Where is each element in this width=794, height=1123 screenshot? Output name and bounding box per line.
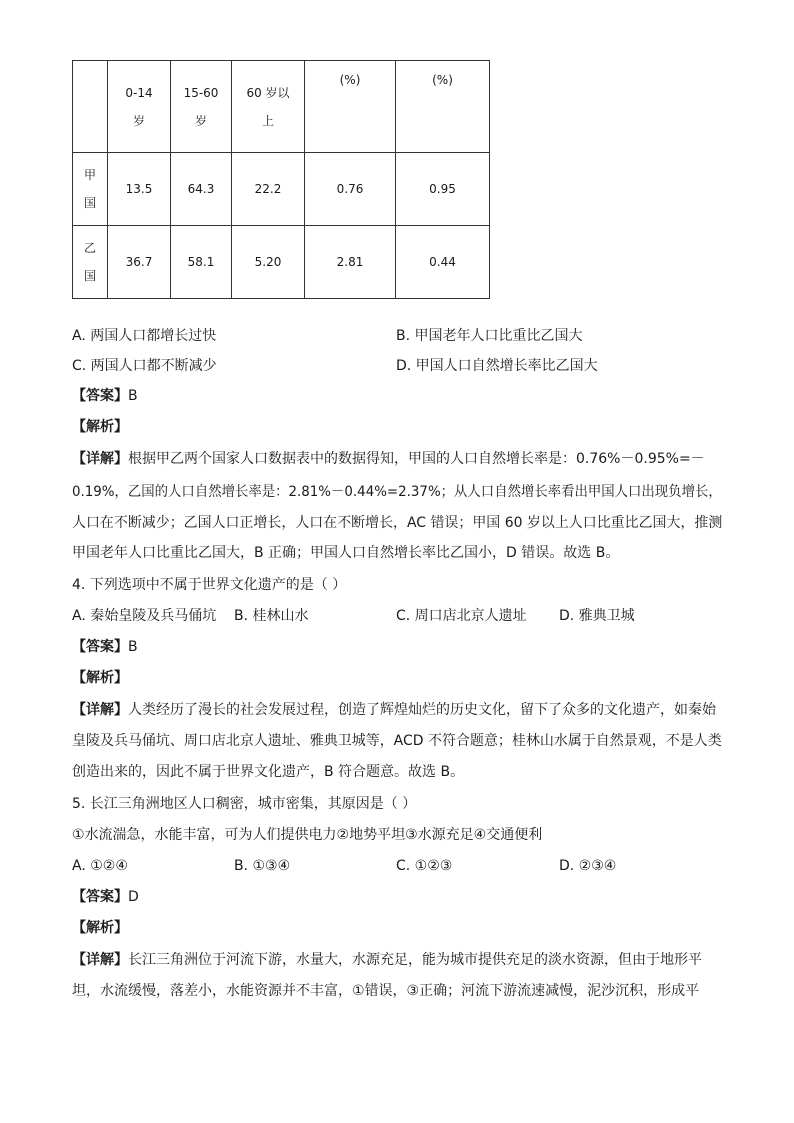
q4-stem: 4. 下列选项中不属于世界文化遗产的是（ ） [72, 577, 347, 593]
q5-option-a: A. ①②④ [72, 858, 128, 874]
header-age-60-plus: 60 岁以 上 [232, 61, 305, 153]
q4-answer: B [128, 639, 138, 655]
q4-detail-line: 【详解】人类经历了漫长的社会发展过程，创造了辉煌灿烂的历史文化，留下了众多的文化遗产，如秦始 [72, 702, 716, 718]
q4-answer-line [72, 637, 138, 657]
header-percent-1: (%) [305, 61, 396, 153]
table-cell: 0.44 [396, 226, 490, 299]
detail-tag: 【详解】 [72, 952, 128, 968]
table-cell: 22.2 [232, 153, 305, 226]
q3-analysis-tag: 【解析】 [72, 419, 128, 435]
header-age-0-14: 0-14 岁 [108, 61, 171, 153]
table-cell: 2.81 [305, 226, 396, 299]
table-cell: 0.95 [396, 153, 490, 226]
table-cell: 36.7 [108, 226, 171, 299]
q5-stem: 5. 长江三角洲地区人口稠密，城市密集，其原因是（ ） [72, 796, 417, 812]
table-row [73, 226, 490, 299]
answer-tag: 【答案】 [72, 388, 128, 404]
row-country-label: 甲 国 [73, 153, 108, 226]
q4-option-a: A. 秦始皇陵及兵马俑坑 [72, 608, 217, 624]
detail-tag: 【详解】 [72, 702, 128, 718]
q3-option-d: D. 甲国人口自然增长率比乙国大 [396, 358, 598, 374]
q3-detail-line: 0.19%，乙国的人口自然增长率是：2.81%－0.44%=2.37%；从人口自然增长率看出甲国人口出现负增长， [72, 484, 722, 500]
table-cell: 58.1 [171, 226, 232, 299]
q3-detail-line: 甲国老年人口比重比乙国大，B 正确；甲国人口自然增长率比乙国小，D 错误。故选 B。 [72, 545, 620, 561]
q4-option-d: D. 雅典卫城 [559, 608, 635, 624]
q5-answer: D [128, 889, 139, 905]
table-cell: 64.3 [171, 153, 232, 226]
q3-option-b: B. 甲国老年人口比重比乙国大 [396, 328, 583, 344]
table-row [73, 153, 490, 226]
table-corner-cell [73, 61, 108, 153]
q4-analysis-tag: 【解析】 [72, 670, 128, 686]
q5-option-b: B. ①③④ [234, 858, 291, 874]
answer-tag: 【答案】 [72, 889, 128, 905]
q3-answer-line [72, 386, 138, 406]
q4-option-c: C. 周口店北京人遗址 [396, 608, 527, 624]
q3-option-a: A. 两国人口都增长过快 [72, 328, 217, 344]
q4-detail-line: 皇陵及兵马俑坑、周口店北京人遗址、雅典卫城等，ACD 不符合题意；桂林山水属于自然景观，不是人类 [72, 733, 722, 749]
q5-items: ①水流湍急，水能丰富，可为人们提供电力②地势平坦③水源充足④交通便利 [72, 827, 543, 843]
answer-tag: 【答案】 [72, 639, 128, 655]
header-age-15-60: 15-60 岁 [171, 61, 232, 153]
table-cell: 13.5 [108, 153, 171, 226]
q5-option-d: D. ②③④ [559, 858, 617, 874]
table-cell: 0.76 [305, 153, 396, 226]
q5-detail-line: 【详解】长江三角洲位于河流下游，水量大，水源充足，能为城市提供充足的淡水资源，但由于地形平 [72, 952, 702, 968]
detail-tag: 【详解】 [72, 451, 128, 467]
row-country-label: 乙 国 [73, 226, 108, 299]
q4-option-b: B. 桂林山水 [234, 608, 309, 624]
population-data-table [72, 60, 490, 299]
q5-analysis-tag: 【解析】 [72, 920, 128, 936]
q3-detail-line: 人口在不断减少；乙国人口正增长，人口在不断增长，AC 错误；甲国 60 岁以上人口比重比乙国大，推测 [72, 515, 723, 531]
table-header-row [73, 61, 490, 153]
q5-option-c: C. ①②③ [396, 858, 453, 874]
q3-answer: B [128, 388, 138, 404]
q3-detail-line: 【详解】根据甲乙两个国家人口数据表中的数据得知，甲国的人口自然增长率是：0.76%－0.95%=－ [72, 451, 705, 467]
q5-detail-line: 坦，水流缓慢，落差小，水能资源并不丰富，①错误，③正确；河流下游流速减慢，泥沙沉积，形成平 [72, 983, 700, 999]
table-cell: 5.20 [232, 226, 305, 299]
header-percent-2: (%) [396, 61, 490, 153]
q5-answer-line [72, 887, 139, 907]
q4-detail-line: 创造出来的，因此不属于世界文化遗产，B 符合题意。故选 B。 [72, 764, 465, 780]
q3-option-c: C. 两国人口都不断减少 [72, 358, 217, 374]
